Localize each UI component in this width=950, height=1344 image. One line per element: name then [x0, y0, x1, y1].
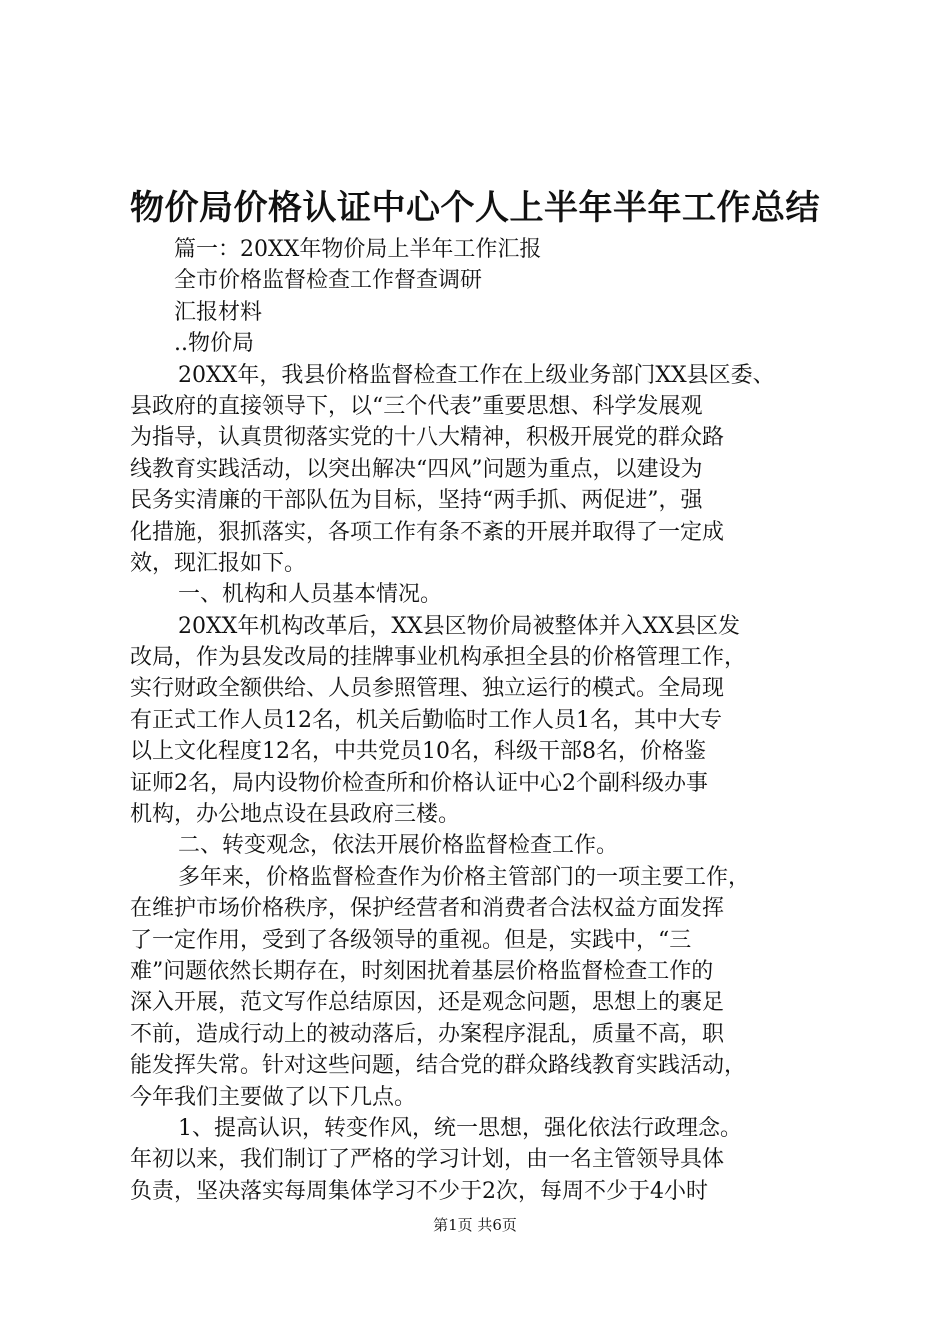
text-line: 难”问题依然长期存在，时刻困扰着基层价格监督检查工作的 — [130, 958, 714, 984]
text-line: 县政府的直接领导下，以“三个代表”重要思想、科学发展观 — [130, 393, 703, 419]
document-title: 物价局价格认证中心个人上半年半年工作总结 — [130, 188, 820, 228]
text-line: 在维护市场价格秩序，保护经营者和消费者合法权益方面发挥 — [130, 896, 725, 922]
text-line: 改局，作为县发改局的挂牌事业机构承担全县的价格管理工作， — [130, 645, 747, 671]
document-body — [130, 234, 830, 1207]
text-line: 年初以来，我们制订了严格的学习计划，由一名主管领导具体 — [130, 1147, 725, 1173]
text-line: 不前，造成行动上的被动落后，办案程序混乱，质量不高，职 — [130, 1021, 725, 1047]
text-line: ..物价局 — [174, 331, 254, 357]
section-heading: 一、机构和人员基本情况。 — [178, 582, 443, 608]
text-line: 能发挥失常。针对这些问题，结合党的群众路线教育实践活动， — [130, 1053, 747, 1079]
text-line: 负责，坚决落实每周集体学习不少于2次，每周不少于4小时 — [130, 1178, 708, 1204]
text-line: 了一定作用，受到了各级领导的重视。但是，实践中，“三 — [130, 927, 692, 953]
text-line: 证师2名，局内设物价检查所和价格认证中心2个副科级办事 — [130, 770, 708, 796]
text-line: 1、提高认识，转变作风，统一思想，强化依法行政理念。 — [178, 1115, 742, 1141]
text-line: 为指导，认真贯彻落实党的十八大精神，积极开展党的群众路 — [130, 425, 725, 451]
page-number: 第1页 共6页 — [433, 1216, 517, 1234]
text-line: 今年我们主要做了以下几点。 — [130, 1084, 417, 1110]
text-line: 效，现汇报如下。 — [130, 550, 307, 576]
text-line: 以上文化程度12名，中共党员10名，科级干部8名，价格鉴 — [130, 739, 706, 765]
text-line: 民务实清廉的干部队伍为目标，坚持“两手抓、两促进”，强 — [130, 488, 703, 514]
text-line: 机构，办公地点设在县政府三楼。 — [130, 802, 461, 828]
text-line: 篇一：20XX年物价局上半年工作汇报 — [174, 237, 542, 262]
text-line: 有正式工作人员12名，机关后勤临时工作人员1名，其中大专 — [130, 707, 722, 733]
text-line: 深入开展，范文写作总结原因，还是观念问题，思想上的裹足 — [130, 990, 725, 1016]
section-heading: 二、转变观念，依法开展价格监督检查工作。 — [178, 833, 619, 859]
text-line: 全市价格监督检查工作督查调研 — [174, 268, 483, 294]
text-line: 线教育实践活动，以突出解决“四风”问题为重点，以建设为 — [130, 456, 703, 482]
text-line: 实行财政全额供给、人员参照管理、独立运行的模式。全局现 — [130, 676, 725, 702]
text-line: 汇报材料 — [174, 299, 263, 325]
text-line: 化措施，狠抓落实，各项工作有条不紊的开展并取得了一定成 — [130, 519, 725, 545]
text-line: 多年来，价格监督检查作为价格主管部门的一项主要工作， — [178, 864, 751, 890]
text-line: 20XX年机构改革后，XX县区物价局被整体并入XX县区发 — [178, 613, 740, 639]
text-line: 20XX年，我县价格监督检查工作在上级业务部门XX县区委、 — [178, 362, 775, 388]
